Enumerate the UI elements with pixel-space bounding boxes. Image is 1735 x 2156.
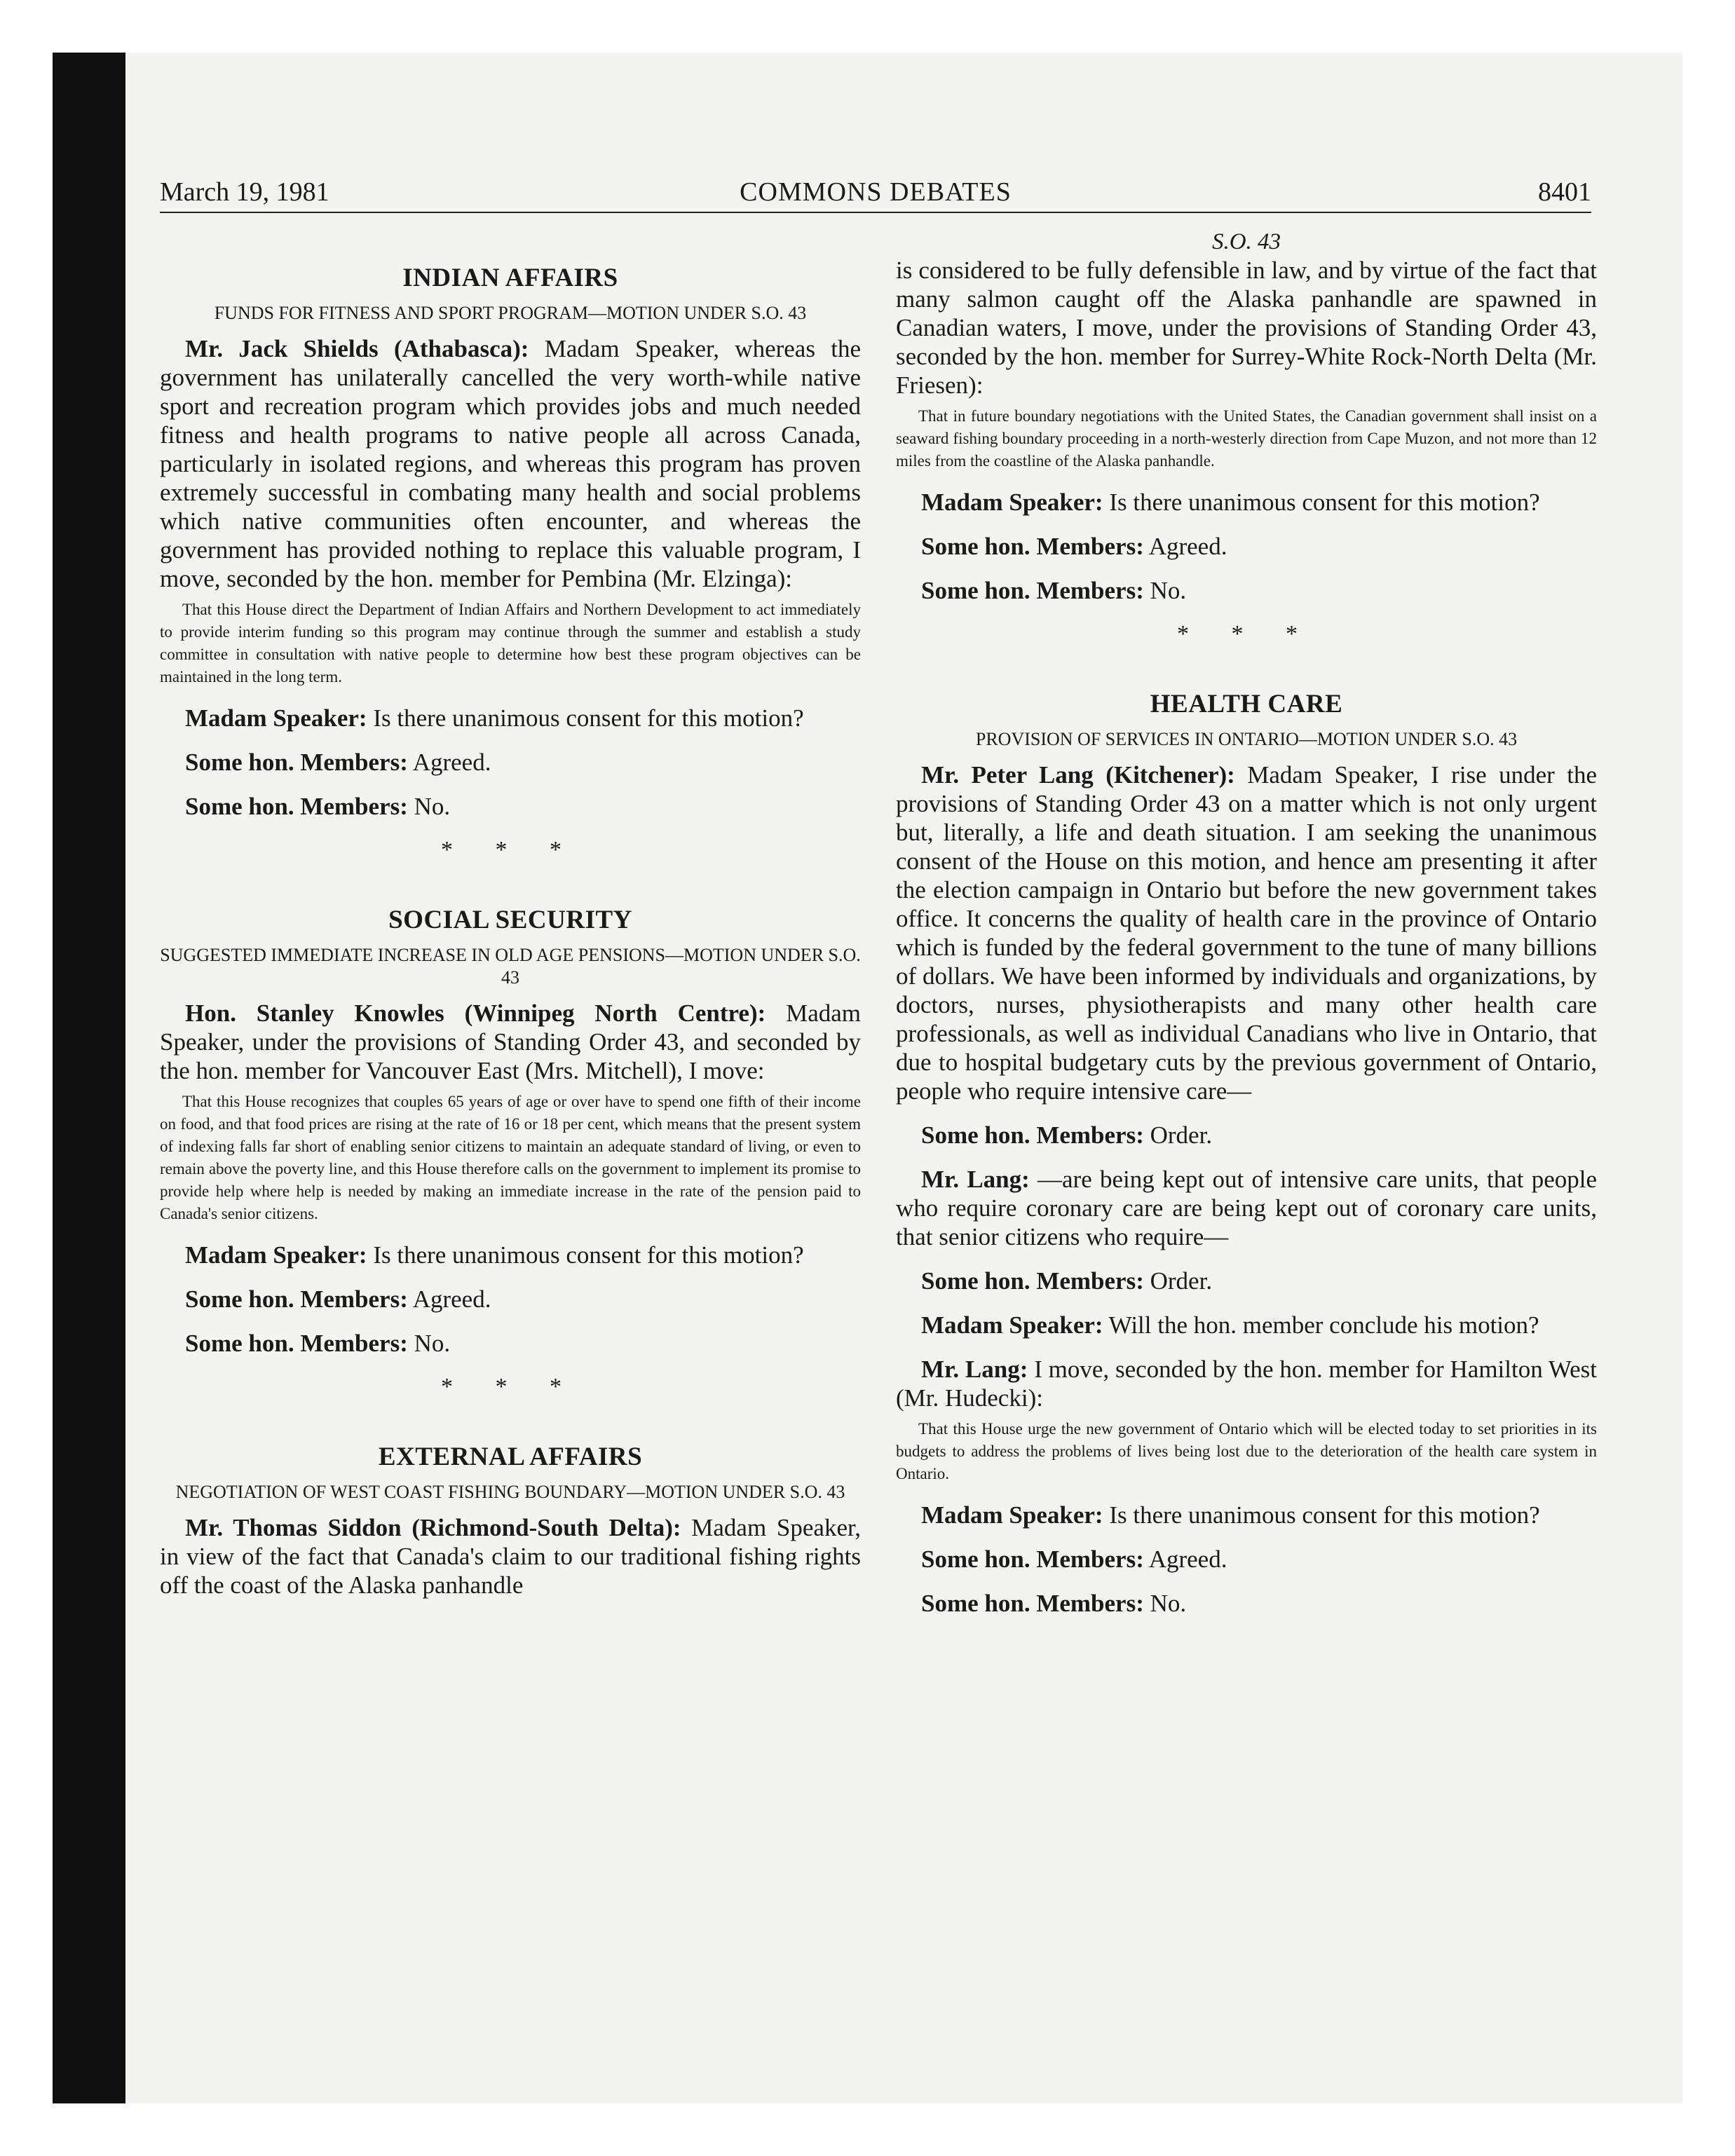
speaker-name: Some hon. Members: xyxy=(921,1121,1144,1149)
section-subtitle: NEGOTIATION OF WEST COAST FISHING BOUNDARY—MOTION UNDER S.O. 43 xyxy=(175,1482,845,1502)
speaker-name: Some hon. Members: xyxy=(921,1267,1144,1295)
response xyxy=(896,488,1597,517)
section-subtitle: FUNDS FOR FITNESS AND SPORT PROGRAM—MOTION UNDER S.O. 43 xyxy=(214,303,807,323)
speech xyxy=(160,334,861,593)
speaker-name: Some hon. Members: xyxy=(921,1590,1144,1617)
response xyxy=(160,704,861,732)
speaker-name: Mr. Lang: xyxy=(921,1356,1028,1383)
motion-text: That in future boundary negotiations with the United States, the Canadian government shall insist on a seaward fishing boundary proceeding in a north-westerly direction from Cape Muzon, and not more than 12 miles from the coastline of the Alaska panhandle. xyxy=(896,407,1597,470)
speaker-name: Some hon. Members: xyxy=(185,793,408,820)
response xyxy=(896,1545,1597,1574)
right-column xyxy=(896,228,1597,1633)
speaker-name: Some hon. Members: xyxy=(185,1330,408,1357)
speech-continued: is considered to be fully defensible in law, and by virtue of the fact that many salmon caught off the Alaska panhandle are spawned in Canadian waters, I move, under the provisions of Standing Order 43, seconded by the hon. member for Surrey-White Rock-North Delta (Mr. Friesen): xyxy=(896,257,1597,399)
motion-text: That this House direct the Department of Indian Affairs and Northern Development to act immediately to provide interim funding so this program may continue through the summer and establish a study committee in consultation with native people to determine how best these program objectives can be maintained in the long term. xyxy=(160,601,861,685)
speaker-name: Some hon. Members: xyxy=(185,749,408,776)
response-text: Is there unanimous consent for this motion? xyxy=(367,1241,804,1269)
section-subtitle: SUGGESTED IMMEDIATE INCREASE IN OLD AGE PENSIONS—MOTION UNDER S.O. 43 xyxy=(160,945,861,988)
section-title: HEALTH CARE xyxy=(1150,690,1343,718)
speech xyxy=(160,999,861,1085)
speech xyxy=(896,760,1597,1105)
response xyxy=(896,1589,1597,1618)
page-header xyxy=(160,177,1591,213)
response-text: Agreed. xyxy=(407,1285,491,1313)
motion-text: That this House recognizes that couples 65 years of age or over have to spend one fifth of their income on food, and that food prices are rising at the rate of 16 or 18 per cent, which means that the present system of indexing falls far short of enabling senior citizens to maintain an adequate standard of living, or even to remain above the poverty line, and this House therefore calls on the government to implement its promise to provide help where help is needed by making an immediate increase in the rate of the pension paid to Canada's senior citizens. xyxy=(160,1093,861,1222)
response xyxy=(160,1241,861,1269)
speech-text: Madam Speaker, under the provisions of Standing Order 43, and seconded by the hon. member for Vancouver East (Mrs. Mitchell), I move: xyxy=(160,999,862,1084)
speaker-name: Some hon. Members: xyxy=(921,533,1144,560)
section-title: INDIAN AFFAIRS xyxy=(402,264,618,292)
section-title: SOCIAL SECURITY xyxy=(388,906,632,934)
speaker-name: Mr. Lang: xyxy=(921,1166,1030,1193)
response-text: No. xyxy=(1143,1590,1187,1617)
speaker-name: Madam Speaker: xyxy=(185,704,367,732)
scan-binding-edge xyxy=(53,53,125,2103)
response-text: Order. xyxy=(1143,1121,1213,1149)
section-title: EXTERNAL AFFAIRS xyxy=(378,1442,643,1471)
response xyxy=(160,792,861,821)
speaker-name: Madam Speaker: xyxy=(921,1501,1103,1529)
response xyxy=(896,1501,1597,1529)
response-text: Is there unanimous consent for this motion? xyxy=(1103,489,1540,516)
speech xyxy=(160,1513,861,1599)
response xyxy=(896,1267,1597,1295)
speaker-name: Some hon. Members: xyxy=(185,1285,408,1313)
speaker-name: Mr. Thomas Siddon (Richmond-South Delta): xyxy=(185,1514,681,1541)
page-number: 8401 xyxy=(1538,177,1591,207)
response xyxy=(896,532,1597,561)
speaker-name: Some hon. Members: xyxy=(921,1546,1144,1573)
speaker-name: Madam Speaker: xyxy=(185,1241,367,1269)
speaker-name: Hon. Stanley Knowles (Winnipeg North Centre): xyxy=(185,999,766,1027)
response xyxy=(896,576,1597,605)
motion-text: That this House urge the new government of Ontario which will be elected today to set priorities in its budgets to address the problems of lives being lost due to the deterioration of the health care system in Ontario. xyxy=(896,1420,1597,1482)
publication-title: COMMONS DEBATES xyxy=(740,177,1012,207)
section-separator: * * * xyxy=(441,1374,580,1400)
response xyxy=(896,1121,1597,1149)
response-text: Agreed. xyxy=(1143,533,1227,560)
section-separator: * * * xyxy=(1177,621,1316,647)
response-text: Agreed. xyxy=(407,749,491,776)
response xyxy=(160,748,861,777)
response-text: Order. xyxy=(1143,1267,1213,1295)
speaker-name: Madam Speaker: xyxy=(921,489,1103,516)
speaker-name: Madam Speaker: xyxy=(921,1311,1103,1339)
speaker-name: Some hon. Members: xyxy=(921,577,1144,604)
response xyxy=(896,1311,1597,1339)
response-text: Agreed. xyxy=(1143,1546,1227,1573)
section-separator: * * * xyxy=(441,837,580,863)
response-text: —are being kept out of intensive care units, that people who require coronary care are being kept out of coronary care units, that senior citizens who require— xyxy=(896,1166,1597,1250)
speaker-name: Mr. Jack Shields (Athabasca): xyxy=(185,335,529,362)
left-column xyxy=(160,228,861,1599)
running-head: S.O. 43 xyxy=(1211,229,1281,254)
response-text: No. xyxy=(407,1330,451,1357)
response-text: No. xyxy=(407,793,451,820)
speech-text: Madam Speaker, in view of the fact that Canada's claim to our traditional fishing rights off the coast of the Alaska panhandle xyxy=(160,1514,861,1599)
response xyxy=(896,1165,1597,1251)
speech-text: Madam Speaker, whereas the government has unilaterally cancelled the very worth-while native sport and recreation program which provides jobs and much needed fitness and health programs to native people all across Canada, particularly in isolated regions, and whereas this program has proven extremely successful in combating many health and social problems which native communities often encounter, and whereas the government has provided nothing to replace this valuable program, I move, seconded by the hon. member for Pembina (Mr. Elzinga): xyxy=(160,335,861,592)
response xyxy=(160,1285,861,1314)
speech-text: Madam Speaker, I rise under the provisions of Standing Order 43 on a matter which is not only urgent but, literally, a life and death situation. I am seeking the unanimous consent of the House on this motion, and hence am presenting it after the election campaign in Ontario but before the new government takes office. It concerns the quality of health care in the province of Ontario which is funded by the federal government to the tune of many billions of dollars. We have been informed by individuals and organizations, by doctors, nurses, physiotherapists and many other health care professionals, as well as individual Canadians who live in Ontario, that due to hospital budgetary cuts by the previous government of Ontario, people who require intensive care— xyxy=(896,761,1597,1105)
response-text: Will the hon. member conclude his motion? xyxy=(1103,1311,1539,1339)
response-text: I move, seconded by the hon. member for Hamilton West (Mr. Hudecki): xyxy=(896,1356,1597,1412)
section-subtitle: PROVISION OF SERVICES IN ONTARIO—MOTION UNDER S.O. 43 xyxy=(975,729,1518,749)
response-text: Is there unanimous consent for this motion? xyxy=(1103,1501,1540,1529)
response xyxy=(896,1355,1597,1412)
response-text: Is there unanimous consent for this motion? xyxy=(367,704,804,732)
speaker-name: Mr. Peter Lang (Kitchener): xyxy=(921,761,1235,789)
response-text: No. xyxy=(1143,577,1187,604)
response xyxy=(160,1329,861,1358)
page-date: March 19, 1981 xyxy=(160,177,329,207)
